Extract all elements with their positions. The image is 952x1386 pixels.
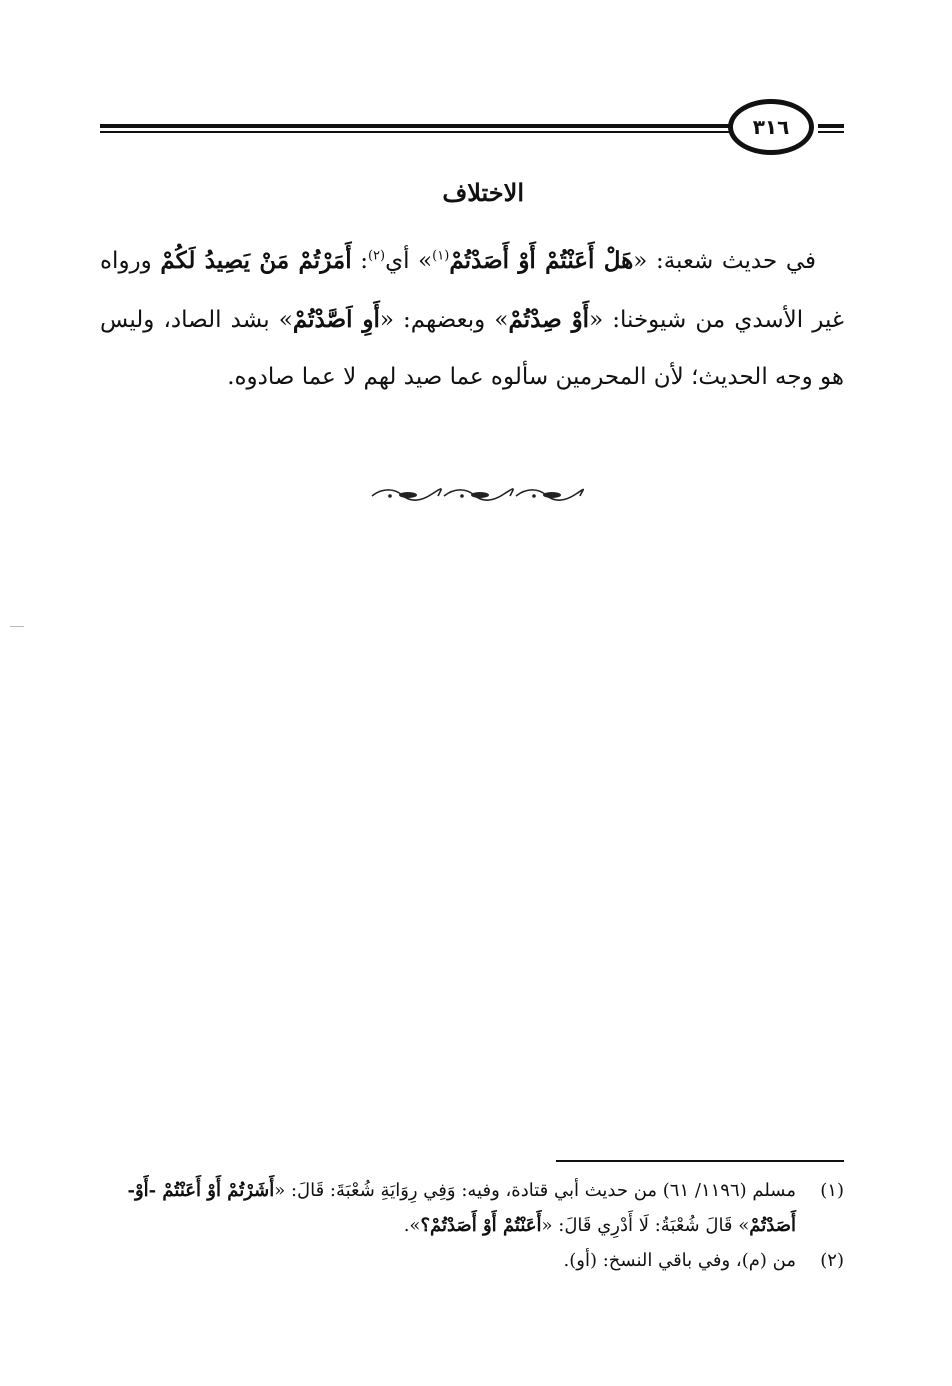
footnote-ref: (١) — [432, 248, 450, 264]
hadith-quote: هَلْ أَعَنْتُمْ أَوْ أَصَدْتُمْ — [449, 247, 634, 274]
hadith-quote: أَوْ صِدْتُمْ — [508, 305, 590, 333]
footnote-item — [100, 1173, 844, 1243]
footnote-text: من (م)، وفي باقي النسخ: (أو). — [563, 1250, 796, 1271]
body-text-run: » بشد الصاد، وليس هو وجه الحديث؛ لأن المحرمين سألوه عما صيد لهم لا عما صادوه. — [100, 306, 844, 390]
hadith-quote: أَوِ اَصَّدْتُمْ — [292, 305, 380, 333]
footnote-quote: أَشَرْتُمْ أَوْ أَعَنْتُمْ -أَوْ- أَصَدْتُمْ — [127, 1180, 796, 1236]
footnote-text: » قَالَ شُعْبَةُ: لَا أَدْرِي قَالَ: « — [541, 1215, 750, 1236]
footnote-text: ». — [403, 1215, 421, 1236]
footnote-separator — [556, 1160, 844, 1162]
footnote-quote: أَعَنْتُمْ أَوْ أَصَدْتُمْ؟ — [420, 1215, 542, 1236]
page-number: ٣١٦ — [728, 99, 814, 155]
body-text-run: : — [351, 248, 368, 274]
header-rule-thick — [100, 124, 730, 128]
footnotes — [100, 1173, 844, 1278]
body-text-run: في حديث شعبة: « — [633, 248, 816, 274]
footnote-number: (١) — [820, 1180, 844, 1201]
header-rule-thin — [100, 131, 730, 133]
header-rule-tail — [818, 124, 844, 128]
body-text-run: » وبعضهم: « — [379, 306, 509, 333]
hadith-quote: أَمَرْتُمْ مَنْ يَصِيدُ لَكُمْ — [160, 247, 352, 274]
body-text-run: ورواه غير الأسدي من شيوخنا: « — [100, 248, 844, 333]
margin-mark — [10, 626, 24, 627]
footnote-number: (٢) — [820, 1250, 844, 1271]
body-text-run: » أي — [385, 248, 433, 274]
footnote-text: مسلم (١١٩٦/ ٦١) من حديث أبي قتادة، وفيه: وَفِي رِوَايَةِ شُعْبَةَ: قَالَ: « — [274, 1180, 796, 1201]
body-paragraph — [100, 232, 844, 407]
footnote-ref: (٢) — [367, 248, 386, 264]
footnote-item — [100, 1243, 844, 1278]
section-ornament — [368, 484, 584, 504]
chapter-title: الاختلاف — [442, 178, 524, 207]
header-rule-tail-thin — [818, 131, 844, 133]
